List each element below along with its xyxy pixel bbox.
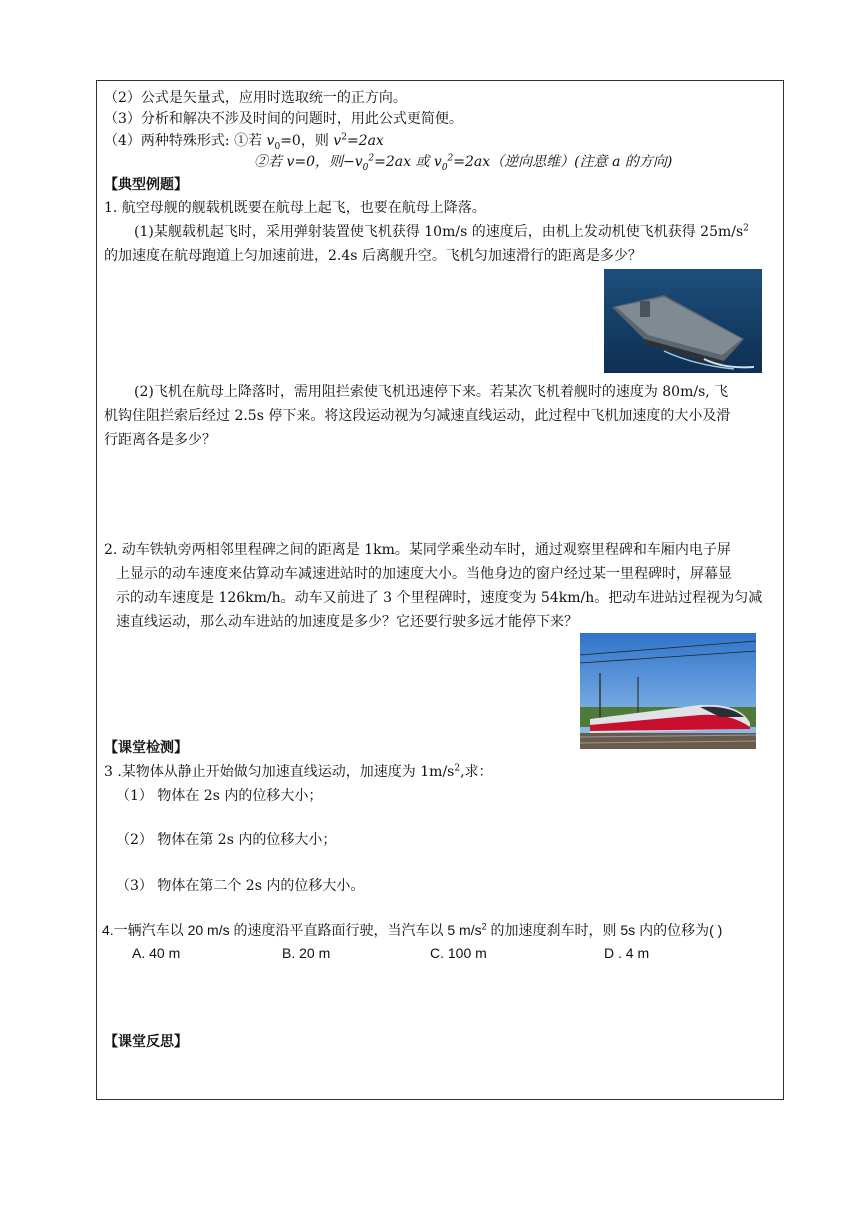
q1-part2-line1: (2)飞机在航母上降落时，需用阻拦索使飞机迅速停下来。若某次飞机着舰时的速度为 80m/s, 飞 <box>134 384 729 400</box>
formula-note-4: （4）两种特殊形式: ①若 $v_0=0$，则 $v^2=2ax$ <box>104 132 384 152</box>
formula-note-2: （2）公式是矢量式，应用时选取统一的正方向。 <box>104 90 407 106</box>
aircraft-carrier-image <box>604 269 762 373</box>
formula-note-4b: ②若 v=0，则$-v_0^2=2ax$ 或 $v_0^2=2ax$（逆向思维）(注意 a 的方向) <box>254 153 673 173</box>
q4-option-a: A. 40 m <box>132 945 181 961</box>
q4-option-b: B. 20 m <box>282 945 331 961</box>
q3-part1: （1） 物体在 2s 内的位移大小； <box>116 788 323 804</box>
q1-part2-line3: 行距离各是多少？ <box>104 432 216 448</box>
q4-option-d: D . 4 m <box>604 945 650 961</box>
q1-title: 1. 航空母舰的舰载机既要在航母上起飞，也要在航母上降落。 <box>104 200 486 216</box>
q2-line3: 示的动车速度是 126km/h。动车又前进了 3 个里程碑时，速度变为 54km/h。把动车进站过程视为匀减 <box>116 590 763 606</box>
q3-part2: （2） 物体在第 2s 内的位移大小； <box>116 832 337 848</box>
section-reflect-heading: 【课堂反思】 <box>104 1034 188 1050</box>
high-speed-train-image <box>580 633 756 749</box>
q1-part1-line2: 的加速度在航母跑道上匀加速前进，2.4s 后离舰升空。飞机匀加速滑行的距离是多少？ <box>104 248 642 264</box>
q2-line2: 上显示的动车速度来估算动车减速进站时的加速度大小。当他身边的窗户经过某一里程碑时，屏幕显 <box>116 566 732 582</box>
q4-stem: 4.一辆汽车以 20 m/s 的速度沿平直路面行驶，当汽车以 5 $m/s^2$ 的加速度刹车时，则 5s 内的位移为( ) <box>102 921 723 938</box>
q4-option-c: C. 100 m <box>430 945 487 961</box>
q2-line4: 速直线运动，那么动车进站的加速度是多少？它还要行驶多远才能停下来？ <box>116 614 578 630</box>
q3-title: 3 .某物体从静止开始做匀加速直线运动，加速度为 $1m/s^2$,求： <box>104 763 493 780</box>
section-examples-heading: 【典型例题】 <box>104 177 188 193</box>
formula-note-3: （3）分析和解决不涉及时间的问题时，用此公式更简便。 <box>104 111 463 127</box>
q3-part3: （3） 物体在第二个 2s 内的位移大小。 <box>116 878 365 894</box>
q1-part2-line2: 机钩住阻拦索后经过 2.5s 停下来。将这段运动视为匀减速直线运动，此过程中飞机加速度的大小及滑 <box>104 408 731 424</box>
q1-part1-line1: (1)某舰载机起飞时，采用弹射装置使飞机获得 10m/s 的速度后，由机上发动机使飞机获得 $25m/s^2$ <box>134 223 749 240</box>
q2-line1: 2. 动车铁轨旁两相邻里程碑之间的距离是 1km。某同学乘坐动车时，通过观察里程碑和车厢内电子屏 <box>104 542 731 558</box>
section-check-heading: 【课堂检测】 <box>104 740 188 756</box>
